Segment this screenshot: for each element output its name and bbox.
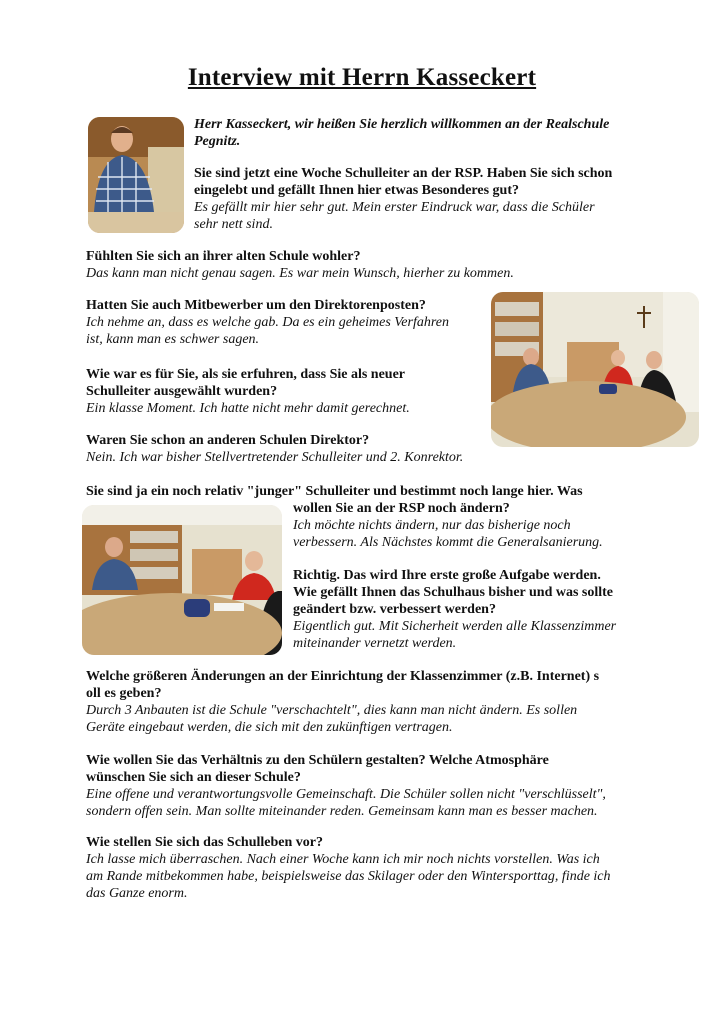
question: Richtig. Das wird Ihre erste große Aufgabe werden. [293,568,601,583]
answer: sehr nett sind. [194,217,273,232]
portrait-photo [88,117,184,233]
answer: verbessern. Als Nächstes kommt die Generalsanierung. [293,535,603,550]
qa-block-3 [86,297,486,348]
question: Fühlten Sie sich an ihrer alten Schule wohler? [86,249,361,264]
answer: Eine offene und verantwortungsvolle Gemeinschaft. Die Schüler sollen nicht "verschlüsselt", [86,787,606,802]
question: Wie stellen Sie sich das Schulleben vor? [86,835,323,850]
answer: miteinander vernetzt werden. [293,636,457,651]
answer: am Rande mitbekommen habe, beispielsweise das Skilager oder den Wintersporttag, finde ich [86,869,611,884]
answer: Eigentlich gut. Mit Sicherheit werden alle Klassenzimmer [293,619,617,634]
classroom-photo [82,505,282,655]
question: Wie gefällt Ihnen das Schulhaus bisher und was sollte [293,585,614,600]
answer: Das kann man nicht genau sagen. Es war mein Wunsch, hierher zu kommen. [86,266,514,281]
question: Wie war es für Sie, als sie erfuhren, dass Sie als neuer [86,367,406,382]
qa-block-5 [86,432,506,466]
answer: Ein klasse Moment. Ich hatte nicht mehr damit gerechnet. [86,401,410,416]
answer: Ich lasse mich überraschen. Nach einer Woche kann ich mir noch nichts vorstellen. Was ich [86,852,600,867]
answer: sondern offen sein. Man sollte miteinander reden. Gemeinsam kann man es besser machen. [86,804,598,819]
answer: Durch 3 Anbauten ist die Schule "verschachtelt", dies kann man nicht ändern. Es sollen [86,703,578,718]
question: eingelebt und gefällt Ihnen hier etwas Besonderes gut? [194,183,519,198]
answer: Ich möchte nichts ändern, nur das bisherige noch [293,518,571,533]
meeting-photo [491,292,699,447]
qa-block-9 [86,752,716,820]
question: Sie sind ja ein noch relativ "junger" Schulleiter und bestimmt noch lange hier. Was [86,484,583,499]
question: Wie wollen Sie das Verhältnis zu den Schülern gestalten? Welche Atmosphäre [86,753,549,768]
qa-block-2 [86,248,706,282]
greeting-line: Pegnitz. [194,134,241,149]
qa-block-10 [86,834,716,902]
answer: Ich nehme an, dass es welche gab. Da es ein geheimes Verfahren [86,315,450,330]
qa-block-1 [194,165,714,233]
qa-block-4 [86,366,486,417]
answer: Geräte eingebaut werden, die sich mit den zukünftigen vertragen. [86,720,453,735]
page-title: Interview mit Herrn Kasseckert [187,64,537,91]
answer: Nein. Ich war bisher Stellvertretender Schulleiter und 2. Konrektor. [86,450,464,465]
question: Hatten Sie auch Mitbewerber um den Direktorenposten? [86,298,426,313]
question: Welche größeren Änderungen an der Einrichtung der Klassenzimmer (z.B. Internet) s [86,669,600,684]
answer: Es gefällt mir hier sehr gut. Mein erster Eindruck war, dass die Schüler [194,200,595,215]
intro-greeting [194,116,714,150]
answer: ist, kann man es schwer sagen. [86,332,260,347]
question: Schulleiter ausgewählt wurden? [86,384,278,399]
qa-block-8 [86,668,716,736]
question: wünschen Sie sich an dieser Schule? [86,770,301,785]
question: oll es geben? [86,686,162,701]
question: geändert bzw. verbessert werden? [293,602,496,617]
question: Sie sind jetzt eine Woche Schulleiter an der RSP. Haben Sie sich schon [194,166,613,181]
greeting-line: Herr Kasseckert, wir heißen Sie herzlich willkommen an der Realschule [194,117,610,132]
qa-block-7 [293,567,713,652]
question: Waren Sie schon an anderen Schulen Direktor? [86,433,370,448]
answer: das Ganze enorm. [86,886,188,901]
qa-block-6-answer [293,517,713,551]
question: wollen Sie an der RSP noch ändern? [293,501,510,516]
